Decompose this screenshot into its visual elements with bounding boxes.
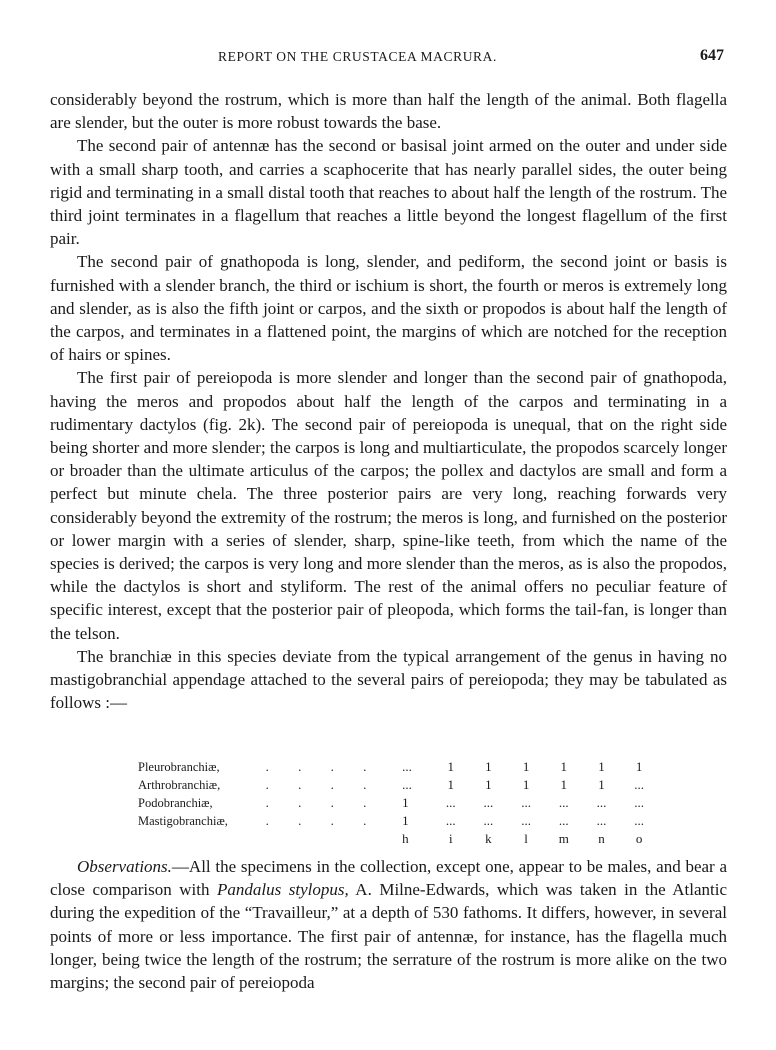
table-cell: ... — [402, 759, 412, 774]
leader-dots: . . . . — [265, 795, 380, 810]
observations-text-b: A. Milne-Edwards, which was taken in the Atlantic during the expedition of the “Travailleur,” at a depth of 530 fathoms. It differs, however, in several points of more or less importance. The first pair of antennæ, for instance, has the flagella much longer, being twice the length of the rostrum; the serrature of the rostrum is more alike on the two margins; the second pair of pereiopoda — [50, 880, 728, 993]
column-letter: n — [598, 831, 605, 846]
table-cell: 1 — [598, 759, 605, 774]
table-row — [138, 812, 658, 830]
table-cell: 1 — [402, 795, 409, 810]
observations — [50, 855, 727, 994]
body-text — [50, 88, 727, 714]
species-name: Pandalus stylopus, — [217, 880, 349, 900]
paragraph-continuation: considerably beyond the rostrum, which is more than half the length of the animal. Both flagella are slender, but the outer is more robust towards the base. — [50, 90, 727, 133]
table-cell: 1 — [447, 759, 454, 774]
table-cell: ... — [558, 813, 569, 828]
branchiae-table — [138, 758, 658, 848]
table-cell: 1 — [522, 777, 530, 792]
page-number: 647 — [700, 47, 724, 64]
table-cell: ... — [445, 795, 456, 810]
table-cell: 1 — [485, 777, 492, 792]
table-row — [138, 758, 658, 776]
table-cell: ... — [634, 795, 645, 810]
table-cell: ... — [521, 813, 531, 828]
column-letter: l — [524, 831, 528, 846]
paragraph-gnathopoda: The second pair of gnathopoda is long, slender, and pediform, the second joint or basis is furnished with a slender branch, the third or ischium is short, the fourth or meros is extremely long and slender, as is also the fifth joint or carpos, and the sixth or propodos is about half the length of the carpos, and terminates in a flattened point, the margins of which are notched for the reception of hairs or spines. — [50, 252, 727, 365]
row-label: Podobranchiæ, — [138, 795, 213, 810]
table-row — [138, 794, 658, 812]
running-head — [0, 47, 776, 71]
leader-dots: . . . . — [265, 813, 380, 828]
observations-paragraph — [50, 855, 727, 994]
row-label: Arthrobranchiæ, — [138, 777, 221, 792]
table-cell: 1 — [447, 777, 454, 792]
table-row — [138, 776, 658, 794]
table-cell: ... — [596, 795, 607, 810]
leader-dots: . . . . — [265, 777, 380, 792]
column-letter: m — [558, 831, 569, 846]
table-footer-row — [138, 830, 658, 848]
table-cell: 1 — [485, 759, 492, 774]
table-cell: 1 — [522, 759, 530, 774]
column-letter: i — [448, 831, 453, 846]
table-cell: ... — [634, 777, 645, 792]
column-letter: h — [402, 831, 409, 846]
table-cell: ... — [445, 813, 456, 828]
paragraph-antennae: The second pair of antennæ has the second or basisal joint armed on the outer and under side with a small sharp tooth, and carries a scaphocerite that has nearly parallel sides, the outer being rigid and terminating in a small distal tooth that reaches to about half the length of the rostrum. The third joint terminates in a flagellum that reaches a little beyond the longest flagellum of the first pair. — [50, 136, 727, 249]
table-cell: ... — [558, 795, 569, 810]
table-cell: ... — [483, 813, 494, 828]
column-letter: o — [635, 831, 643, 846]
row-label: Pleurobranchiæ, — [138, 759, 220, 774]
table-cell: ... — [521, 795, 531, 810]
observations-text-a: —All the specimens in the collection, except one, appear to be males, and bear a close comparison with — [50, 857, 727, 900]
row-label: Mastigobranchiæ, — [138, 813, 228, 828]
table-cell: ... — [596, 813, 607, 828]
table-cell: 1 — [560, 777, 568, 792]
table-cell: ... — [634, 813, 645, 828]
observations-title: Observations. — [77, 857, 172, 876]
paragraph-pereiopoda: The first pair of pereiopoda is more slender and longer than the second pair of gnathopoda, having the meros and propodos about half the length of the carpos and terminating in a rudimentary dactylos (fig. 2k). The second pair of pereiopoda is unequal, that on the right side being shorter and more slender; the carpos is long and multiarticulate, the propodos scarcely longer or broader than the ultimate articulus of the carpos; the pollex and dactylos are small and form a perfect but minute chela. The three posterior pairs are very long, reaching forwards very considerably beyond the extremity of the rostrum; the meros is long, and furnished on the posterior or lower margin with a series of slender, sharp, spine-like teeth, from which the name of the species is derived; the carpos is very long and more slender than the meros, as is also the propodos, while the dactylos is short and styliform. The rest of the animal offers no peculiar feature of specific interest, except that the posterior pair of pleopoda, which forms the tail-fan, is longer than the telson. — [50, 368, 727, 643]
table-cell: ... — [402, 777, 412, 792]
table-cell: 1 — [402, 813, 409, 828]
leader-dots: . . . . — [265, 759, 380, 774]
running-title: REPORT ON THE CRUSTACEA MACRURA. — [218, 49, 497, 64]
column-letter: k — [485, 831, 492, 846]
table-cell: ... — [483, 795, 494, 810]
paragraph-branchiae: The branchiæ in this species deviate from the typical arrangement of the genus in having no mastigobranchial appendage attached to the several pairs of pereiopoda; they may be tabulated as follows :— — [50, 646, 727, 713]
table-cell: 1 — [560, 759, 568, 774]
table-cell: 1 — [635, 759, 643, 774]
table-cell: 1 — [598, 777, 605, 792]
